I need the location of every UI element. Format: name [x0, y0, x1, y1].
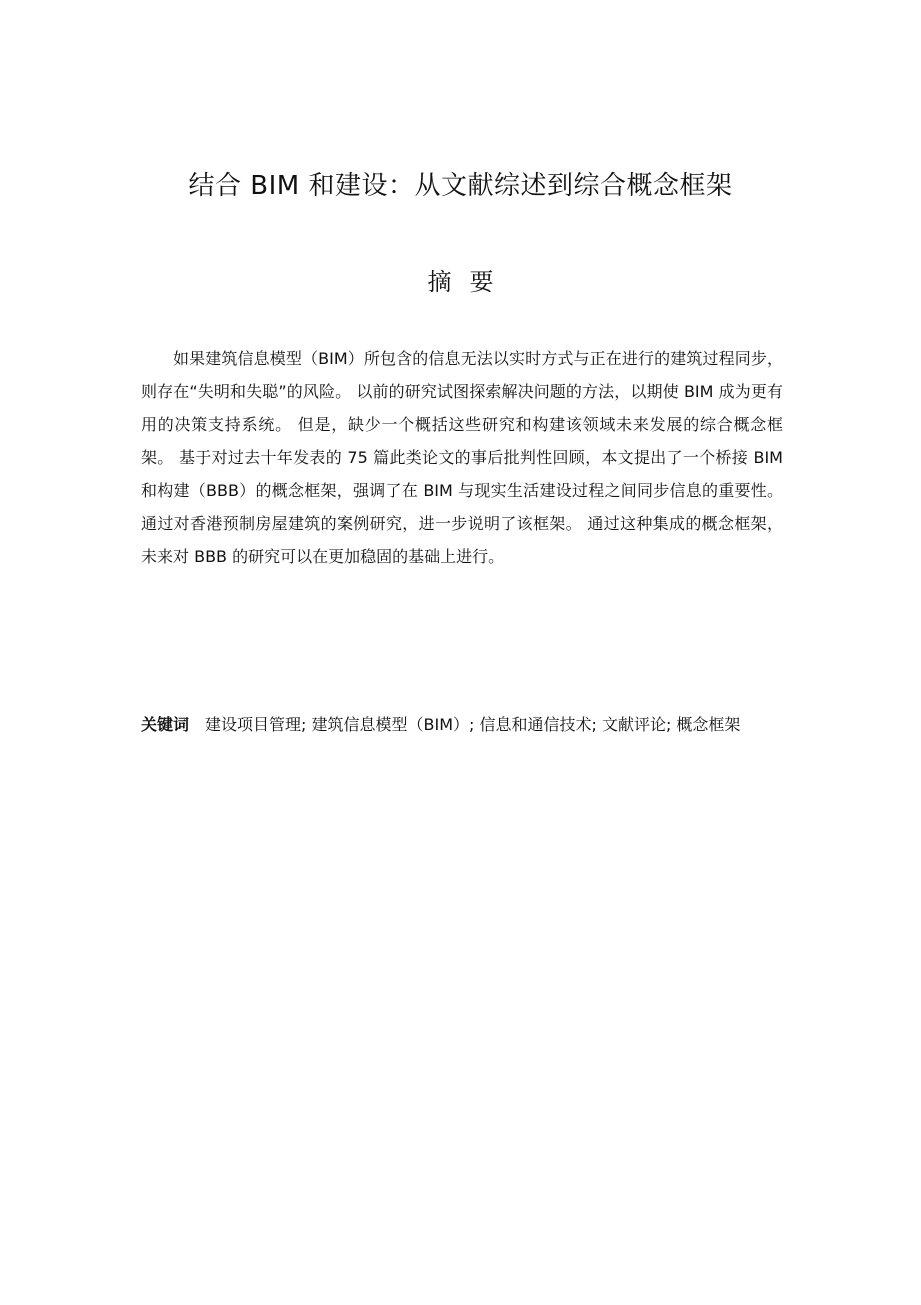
paper-title: 结合 BIM 和建设：从文献综述到综合概念框架 [188, 171, 733, 201]
abstract-text: 如果建筑信息模型（BIM）所包含的信息无法以实时方式与正在进行的建筑过程同步，则存在“失明和失聪”的风险。 以前的研究试图探索解决问题的方法，以期使 BIM 成为更有用的决策支持系统。 但是，缺少一个概括这些研究和构建该领域未来发展的综合概念框架。 基于对过去十年发表的 75 篇此类论文的事后批判性回顾，本文提出了一个桥接 BIM 和构建（BBB）的概念框架，强调了在 BIM 与现实生活建设过程之间同步信息的重要性。 通过对香港预制房屋建筑的案例研究，进一步说明了该框架。 通过这种集成的概念框架，未来对 BBB 的研究可以在更加稳固的基础上进行。 [141, 349, 783, 566]
keywords-text: 建设项目管理; 建筑信息模型（BIM）; 信息和通信技术; 文献评论; 概念框架 [205, 715, 741, 734]
keywords-section [141, 708, 783, 741]
keywords-label: 关键词 [141, 715, 190, 734]
abstract-heading: 摘要 [427, 268, 512, 296]
